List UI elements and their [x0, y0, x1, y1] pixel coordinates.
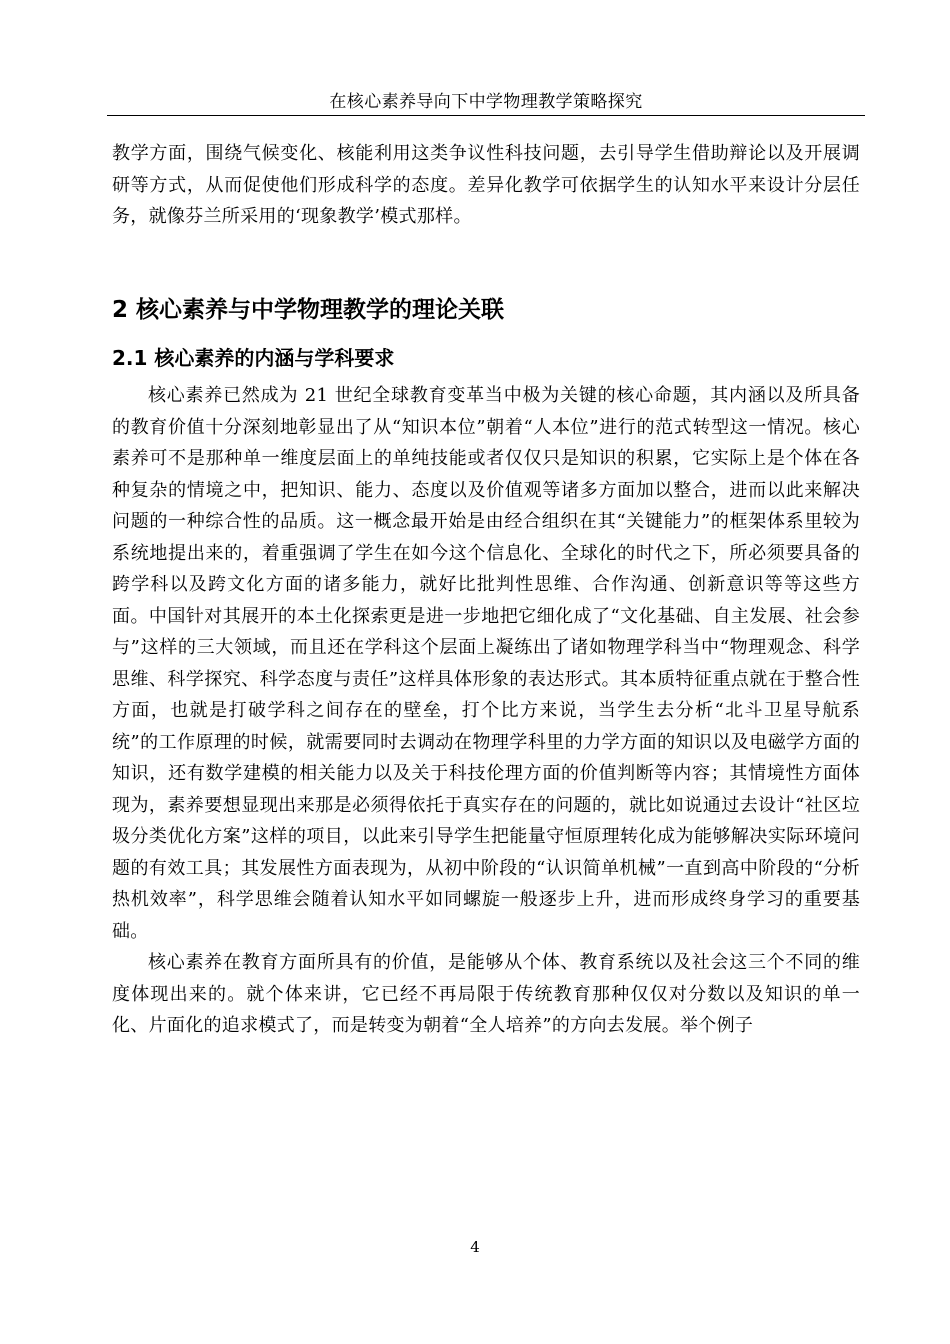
running-title: 在核心素养导向下中学物理教学策略探究 [329, 92, 643, 112]
page-header [107, 90, 865, 116]
page-number: 4 [470, 1238, 480, 1256]
section-heading: 2 核心素养与中学物理教学的理论关联 [112, 297, 505, 323]
section-heading-block [112, 295, 860, 325]
intro-block [112, 138, 860, 233]
subsection-heading-block [112, 344, 860, 372]
subsection-heading: 2.1 核心素养的内涵与学科要求 [112, 346, 395, 370]
paragraph-1: 核心素养已然成为 21 世纪全球教育变革当中极为关键的核心命题，其内涵以及所具备的教育价值十分深刻地彰显出了从“知识本位”朝着“人本位”进行的范式转型这一情况。核心素养可不是那种单一维度层面上的单纯技能或者仅仅只是知识的积累，它实际上是个体在各种复杂的情境之中，把知识、能力、态度以及价值观等诸多方面加以整合，进而以此来解决问题的一种综合性的品质。这一概念最开始是由经合组织在其“关键能力”的框架体系里较为系统地提出来的，着重强调了学生在如今这个信息化、全球化的时代之下，所必须要具备的跨学科以及跨文化方面的诸多能力，就好比批判性思维、合作沟通、创新意识等等这些方面。中国针对其展开的本土化探索更是进一步地把它细化成了“文化基础、自主发展、社会参与”这样的三大领域，而且还在学科这个层面上凝练出了诸如物理学科当中“物理观念、科学思维、科学探究、科学态度与责任”这样具体形象的表达形式。其本质特征重点就在于整合性方面，也就是打破学科之间存在的壁垒，打个比方来说，当学生去分析“北斗卫星导航系统”的工作原理的时候，就需要同时去调动在物理学科里的力学方面的知识以及电磁学方面的知识，还有数学建模的相关能力以及关于科技伦理方面的价值判断等内容；其情境性方面体现为，素养要想显现出来那是必须得依托于真实存在的问题的，就比如说通过去设计“社区垃圾分类优化方案”这样的项目，以此来引导学生把能量守恒原理转化成为能够解决实际环境问题的有效工具；其发展性方面表现为，从初中阶段的“认识简单机械”一直到高中阶段的“分析热机效率”，科学思维会随着认知水平如同螺旋一般逐步上升，进而形成终身学习的重要基础。 [112, 385, 860, 942]
intro-paragraph: 教学方面，围绕气候变化、核能利用这类争议性科技问题，去引导学生借助辩论以及开展调研等方式，从而促使他们形成科学的态度。差异化教学可依据学生的认知水平来设计分层任务，就像芬兰所采用的‘现象教学’模式那样。 [112, 143, 860, 227]
main-body [112, 380, 860, 1042]
paragraph-2: 核心素养在教育方面所具有的价值，是能够从个体、教育系统以及社会这三个不同的维度体现出来的。就个体来讲，它已经不再局限于传统教育那种仅仅对分数以及知识的单一化、片面化的追求模式了，而是转变为朝着“全人培养”的方向去发展。举个例子 [112, 952, 860, 1036]
